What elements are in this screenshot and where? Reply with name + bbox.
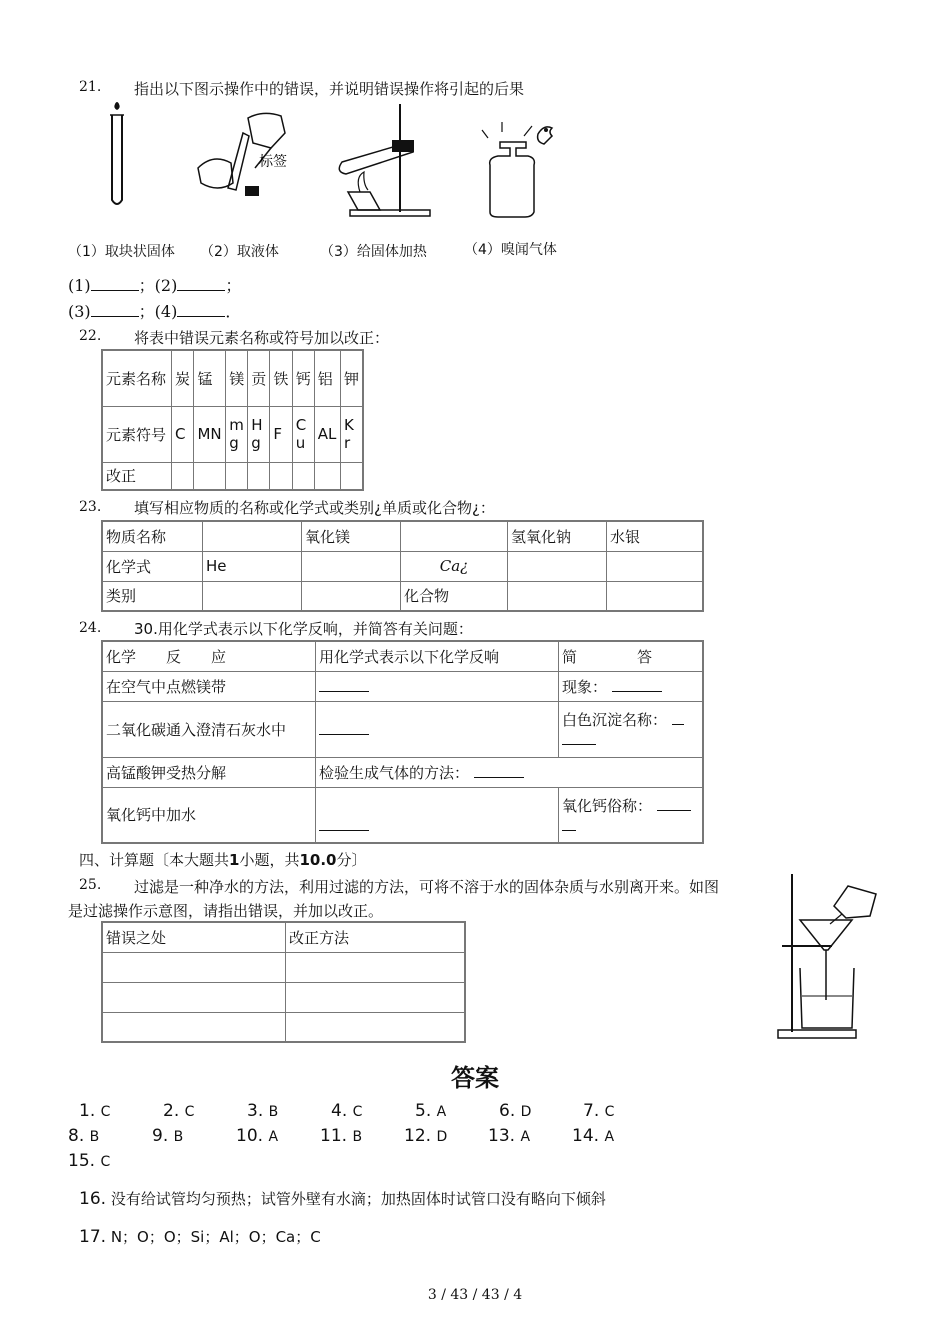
table-header-cell: 用化学式表示以下化学反响 xyxy=(316,641,559,671)
table-cell: Kr xyxy=(340,406,363,462)
table-header-cell: 改正方法 xyxy=(286,922,466,952)
table-row xyxy=(102,641,703,671)
filtration-apparatus-figure xyxy=(772,872,892,1042)
q25-line-2: 是过滤操作示意图，请指出错误，并加以改正。 xyxy=(68,902,384,920)
answer-16: 16. 没有给试管均匀预热；试管外壁有水滴；加热固体时试管口没有略向下倾斜 xyxy=(79,1189,606,1209)
table-row xyxy=(102,1012,465,1042)
table-row xyxy=(102,952,465,982)
table-cell[interactable] xyxy=(248,462,270,490)
page-footer: 3 / 43 / 43 / 4 xyxy=(427,1287,523,1303)
table-cell: 氧化钙中加水 xyxy=(102,787,316,843)
table-cell[interactable] xyxy=(316,787,559,843)
table-cell: Hg xyxy=(248,406,270,462)
table-cell[interactable] xyxy=(401,521,508,551)
table-cell: 元素符号 xyxy=(102,406,172,462)
table-row xyxy=(102,982,465,1012)
table-cell: MN xyxy=(194,406,226,462)
table-cell[interactable] xyxy=(270,462,292,490)
table-row xyxy=(102,462,363,490)
table-cell: 钾 xyxy=(340,350,363,406)
table-cell: Cu xyxy=(292,406,314,462)
q24-text: 30.用化学式表示以下化学反响，并简答有关问题： xyxy=(134,620,473,638)
table-row xyxy=(102,521,703,551)
table-cell[interactable] xyxy=(286,952,466,982)
substance-table xyxy=(101,520,704,612)
table-cell: F xyxy=(270,406,292,462)
q22-number: 22. xyxy=(79,328,102,344)
table-cell: 锰 xyxy=(194,350,226,406)
table-row xyxy=(102,350,363,406)
table-cell: 贡 xyxy=(248,350,270,406)
table-cell: 化学式 xyxy=(102,551,203,581)
table-cell[interactable]: 白色沉淀名称： xyxy=(559,701,704,757)
answers-title: 答案 xyxy=(451,1064,499,1092)
table-row xyxy=(102,581,703,611)
table-cell: 改正 xyxy=(102,462,172,490)
table-row xyxy=(102,406,363,462)
table-cell: 水银 xyxy=(607,521,704,551)
table-cell: AL xyxy=(314,406,340,462)
element-table xyxy=(101,349,364,491)
table-header-cell: 简 答 xyxy=(559,641,704,671)
table-cell: 氧化镁 xyxy=(302,521,401,551)
table-cell[interactable] xyxy=(316,701,559,757)
table-cell: 元素名称 xyxy=(102,350,172,406)
table-cell[interactable]: 氧化钙俗称： xyxy=(559,787,704,843)
smelling-gas-figure xyxy=(480,120,565,220)
table-cell: 化合物 xyxy=(401,581,508,611)
figure-caption-2: （2）取液体 xyxy=(200,244,279,260)
table-cell: 类别 xyxy=(102,581,203,611)
table-cell[interactable] xyxy=(102,982,286,1012)
table-cell[interactable] xyxy=(203,521,302,551)
table-cell: 镁 xyxy=(226,350,248,406)
table-row xyxy=(102,551,703,581)
table-cell: 炭 xyxy=(172,350,194,406)
table-cell[interactable]: 现象： xyxy=(559,671,704,701)
table-header-cell: 错误之处 xyxy=(102,922,286,952)
figure-caption-1: （1）取块状固体 xyxy=(68,244,175,260)
table-cell[interactable] xyxy=(508,581,607,611)
table-row xyxy=(102,701,703,757)
q21-number: 21. xyxy=(79,79,102,95)
table-cell[interactable] xyxy=(286,1012,466,1042)
q23-text: 填写相应物质的名称或化学式或类别¿单质或化合物¿： xyxy=(134,499,495,517)
table-header-cell: 化学 反 应 xyxy=(102,641,316,671)
formula-cell-ca: Ca¿ xyxy=(401,551,508,581)
table-cell[interactable] xyxy=(203,581,302,611)
answers-row-3: 15. C xyxy=(68,1151,111,1171)
table-cell[interactable] xyxy=(226,462,248,490)
table-cell[interactable] xyxy=(286,982,466,1012)
table-row xyxy=(102,922,465,952)
table-cell: 铝 xyxy=(314,350,340,406)
table-cell: He xyxy=(203,551,302,581)
q23-number: 23. xyxy=(79,499,102,515)
table-cell: 铁 xyxy=(270,350,292,406)
answer-17: 17. N；O；O；Si；Al；O；Ca；C xyxy=(79,1227,321,1247)
table-cell: 物质名称 xyxy=(102,521,203,551)
table-cell[interactable] xyxy=(302,581,401,611)
table-cell[interactable] xyxy=(102,1012,286,1042)
table-row xyxy=(102,757,703,787)
answers-row-1: 1. C 2. C 3. B 4. C 5. A 6. D 7. C xyxy=(79,1101,615,1121)
label-tag-text: 标签 xyxy=(259,154,287,170)
table-cell: 二氧化碳通入澄清石灰水中 xyxy=(102,701,316,757)
answers-row-2: 8. B 9. B 10. A 11. B 12. D 13. A 14. A xyxy=(68,1126,615,1146)
table-cell[interactable] xyxy=(194,462,226,490)
table-cell[interactable] xyxy=(316,671,559,701)
table-cell: 氢氧化钠 xyxy=(508,521,607,551)
q25-line-1: 过滤是一种净水的方法，利用过滤的方法，可将不溶于水的固体杂质与水别离开来。如图 xyxy=(134,878,720,896)
table-cell[interactable] xyxy=(172,462,194,490)
table-cell[interactable] xyxy=(292,462,314,490)
q21-text: 指出以下图示操作中的错误，并说明错误操作将引起的后果 xyxy=(134,80,525,98)
table-cell[interactable] xyxy=(607,581,704,611)
table-cell[interactable] xyxy=(102,952,286,982)
q21-answer-line-2: (3) ；(4) ． xyxy=(68,302,242,321)
figure-caption-4: （4）嗅闻气体 xyxy=(464,242,557,258)
table-cell: 高锰酸钾受热分解 xyxy=(102,757,316,787)
q24-number: 24. xyxy=(79,620,102,636)
table-row xyxy=(102,671,703,701)
filter-error-table xyxy=(101,921,466,1043)
reaction-table xyxy=(101,640,704,844)
table-cell[interactable]: 检验生成气体的方法： xyxy=(316,757,704,787)
table-cell[interactable] xyxy=(302,551,401,581)
q21-answer-line-1: (1) ；(2) ； xyxy=(68,276,242,295)
test-tube-figure xyxy=(100,100,140,210)
table-cell: C xyxy=(172,406,194,462)
table-cell: mg xyxy=(226,406,248,462)
figure-caption-3: （3）给固体加热 xyxy=(320,244,427,260)
table-cell[interactable] xyxy=(508,551,607,581)
table-cell: 在空气中点燃镁带 xyxy=(102,671,316,701)
section-4-heading: 四、计算题〔本大题共1小题，共10.0分〕 xyxy=(79,851,367,869)
table-cell: 钙 xyxy=(292,350,314,406)
pouring-liquid-figure xyxy=(193,108,298,208)
q25-number: 25. xyxy=(79,877,102,893)
table-cell[interactable] xyxy=(340,462,363,490)
table-cell[interactable] xyxy=(314,462,340,490)
q22-text: 将表中错误元素名称或符号加以改正： xyxy=(134,329,390,347)
table-cell[interactable] xyxy=(607,551,704,581)
heating-apparatus-figure xyxy=(330,102,445,220)
table-row xyxy=(102,787,703,843)
